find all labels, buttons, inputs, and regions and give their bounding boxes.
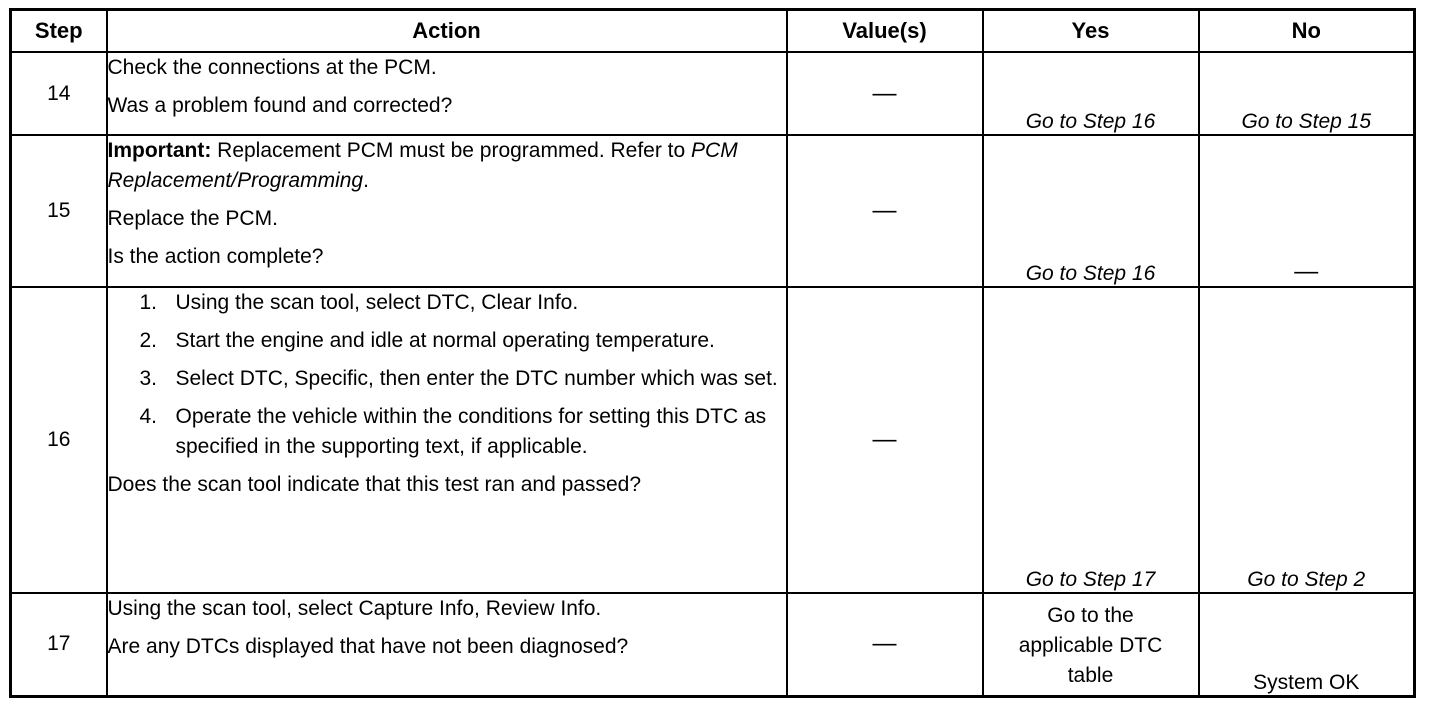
table-row-step-16 <box>11 287 1415 593</box>
procedure-list <box>108 288 786 462</box>
action-question: Is the action complete? <box>107 245 324 268</box>
action-cell <box>107 287 787 593</box>
value-cell: — <box>787 52 983 135</box>
list-item-text: Operate the vehicle within the conditions for setting this DTC as specified in the supporting text, if applicable. <box>175 405 767 458</box>
list-item-text: Select DTC, Specific, then enter the DTC number which was set. <box>175 367 778 390</box>
value-cell: — <box>787 135 983 287</box>
header-values: Value(s) <box>787 10 983 53</box>
action-question: Was a problem found and corrected? <box>107 94 453 117</box>
step-number: 17 <box>11 593 107 696</box>
header-yes: Yes <box>983 10 1199 53</box>
action-text: Replace the PCM. <box>107 207 278 230</box>
action-cell <box>107 52 787 135</box>
header-action: Action <box>107 10 787 53</box>
action-text: Check the connections at the PCM. <box>107 56 437 79</box>
yes-cell: Go to Step 16 <box>983 135 1199 287</box>
list-item <box>139 402 786 462</box>
list-item-number: 4. <box>139 405 158 428</box>
list-item-text: Using the scan tool, select DTC, Clear Info. <box>175 291 579 314</box>
list-item <box>139 364 786 394</box>
list-item-text: Start the engine and idle at normal operating temperature. <box>175 329 715 352</box>
important-reference: PCM Replacement/Programming <box>107 139 738 192</box>
value-cell: — <box>787 593 983 696</box>
header-step: Step <box>11 10 107 53</box>
action-question: Are any DTCs displayed that have not been diagnosed? <box>107 635 629 658</box>
list-item-number: 3. <box>139 367 158 390</box>
list-item-number: 2. <box>139 329 158 352</box>
action-cell <box>107 135 787 287</box>
step-number: 15 <box>11 135 107 287</box>
list-item <box>139 326 786 356</box>
table-row-step-17 <box>11 593 1415 696</box>
action-text: Using the scan tool, select Capture Info, Review Info. <box>107 597 602 620</box>
yes-cell: Go to Step 17 <box>983 287 1199 593</box>
yes-cell: Go to Step 16 <box>983 52 1199 135</box>
header-row <box>11 10 1415 53</box>
action-cell <box>107 593 787 696</box>
table-row-step-15 <box>11 135 1415 287</box>
list-item <box>139 288 786 318</box>
action-question: Does the scan tool indicate that this test ran and passed? <box>107 473 642 496</box>
important-label: Important: <box>107 139 212 162</box>
yes-cell: Go to the applicable DTC table <box>983 593 1199 696</box>
important-note <box>108 136 786 196</box>
important-text: Replacement PCM must be programmed. Refer to <box>211 139 692 162</box>
header-no: No <box>1199 10 1415 53</box>
table-row-step-14 <box>11 52 1415 135</box>
diagnostic-table <box>9 8 1416 698</box>
value-cell: — <box>787 287 983 593</box>
no-cell: System OK <box>1199 593 1415 696</box>
list-item-number: 1. <box>139 291 158 314</box>
no-cell: — <box>1199 135 1415 287</box>
no-cell: Go to Step 15 <box>1199 52 1415 135</box>
important-end: . <box>363 169 369 192</box>
no-cell: Go to Step 2 <box>1199 287 1415 593</box>
step-number: 14 <box>11 52 107 135</box>
step-number: 16 <box>11 287 107 593</box>
